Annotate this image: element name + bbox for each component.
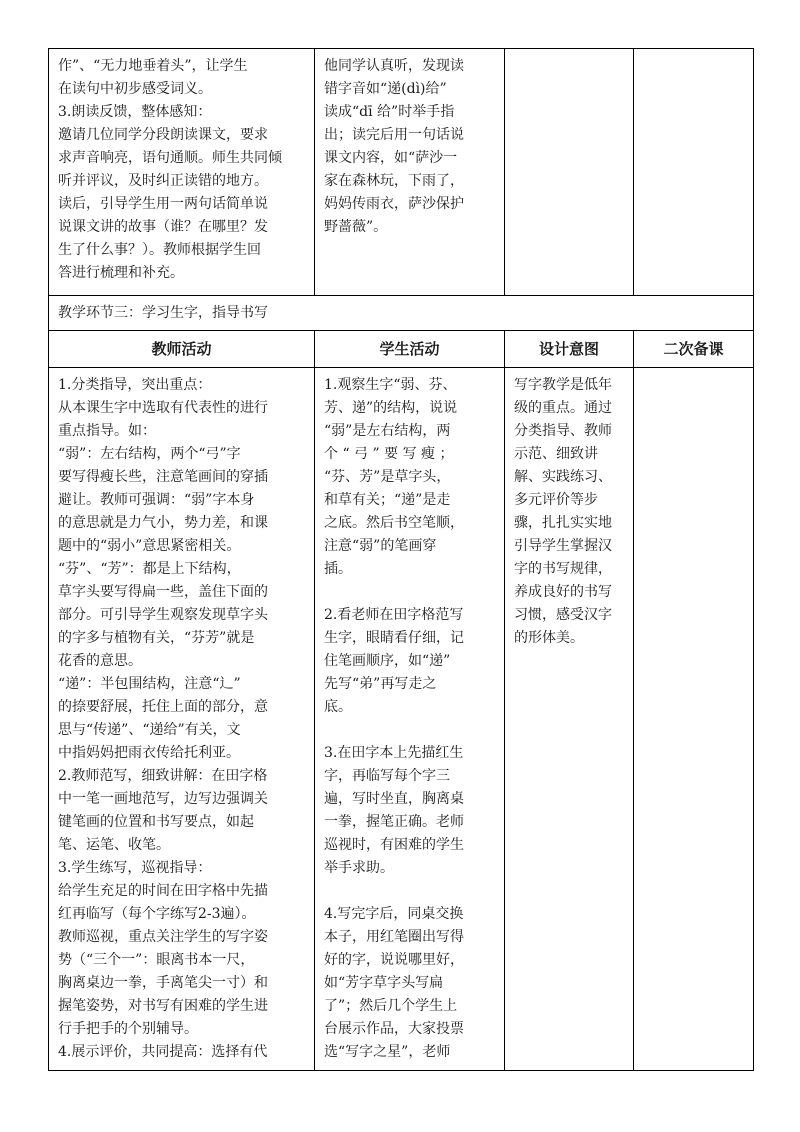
teacher-activity-line: “弱”：左右结构，两个“弓”字 (58, 446, 241, 462)
student-activity-line: 4.写完字后，同桌交换 (324, 906, 464, 922)
student-activity-line: 读成“dī 给”时举手指 (324, 104, 455, 120)
teacher-activity-line: 求声音响亮，语句通顺。师生共同倾 (58, 150, 282, 166)
design-intent-line: 示范、细致讲 (514, 446, 598, 462)
teacher-activity-line: 1.分类指导，突出重点： (58, 377, 212, 393)
teacher-activity-line: 邀请几位同学分段朗读课文，要求 (58, 127, 268, 143)
student-activity-line: 本子，用红笔圈出写得 (324, 929, 464, 945)
design-intent-line: 引导学生掌握汉 (514, 538, 612, 554)
teacher-activity-line: 部分。可引导学生观察发现草字头 (58, 607, 268, 623)
student-activity-line: “弱”是左右结构，两 (324, 423, 451, 439)
design-intent-line: 养成良好的书写 (514, 584, 612, 600)
teacher-activity-line: 势（“三个一”：眼离书本一尺， (58, 952, 255, 968)
design-intent-line: 的形体美。 (514, 630, 584, 646)
student-activity-line: 之底。然后书空笔顺， (324, 515, 464, 531)
student-activity-line: 出；读完后用一句话说 (324, 127, 464, 143)
teacher-activity-line: 给学生充足的时间在田字格中先描 (58, 883, 268, 899)
student-activity-line: 野蔷薇”。 (324, 219, 388, 235)
student-activity-line: 先写“弟”再写走之 (324, 676, 437, 692)
student-activity-line: 好的字，说说哪里好， (324, 952, 464, 968)
student-activity-line: 遍，写时坐直，胸离桌 (324, 791, 464, 807)
header-row (49, 331, 754, 368)
design-intent-line: 解、实践练习、 (514, 469, 612, 485)
paragraph-gap (324, 719, 495, 742)
teacher-activity-line: 3.学生练写，巡视指导： (58, 860, 212, 876)
second-prep-cell (634, 368, 754, 1071)
student-activity-line: “芬、芳”是草字头， (324, 469, 451, 485)
teacher-activity-line: 笔、运笔、收笔。 (58, 837, 170, 853)
student-activity-line: 了”；然后几个学生上 (324, 998, 458, 1014)
student-activity-cell-top (315, 49, 505, 296)
header-teacher-activity: 教师活动 (49, 331, 315, 368)
teacher-activity-line: 题中的“弱小”意思紧密相关。 (58, 538, 241, 554)
paragraph-gap (324, 880, 495, 903)
design-intent-line: 骤，扎扎实实地 (514, 515, 612, 531)
teacher-activity-cell (49, 368, 315, 1071)
teacher-activity-line: 听并评议，及时纠正读错的地方。 (58, 173, 268, 189)
student-activity-line: 个 “ 弓 ” 要 写 瘦 ； (324, 446, 454, 462)
teacher-activity-line: 在读句中初步感受词义。 (58, 81, 212, 97)
teacher-activity-line: 行手把手的个别辅导。 (58, 1021, 198, 1037)
student-activity-cell (315, 368, 505, 1071)
teacher-activity-line: 4.展示评价，共同提高：选择有代 (58, 1044, 268, 1060)
paragraph-gap (324, 581, 495, 604)
student-activity-line: 生字，眼睛看仔细，记 (324, 630, 464, 646)
student-activity-line: 如“芳字草字头写扁 (324, 975, 444, 991)
design-intent-line: 字的书写规律， (514, 561, 612, 577)
student-activity-line: 台展示作品，大家投票 (324, 1021, 464, 1037)
student-activity-line: 课文内容，如“萨沙一 (324, 150, 458, 166)
student-activity-line: 住笔画顺序，如“递” (324, 653, 451, 669)
header-second-prep: 二次备课 (634, 331, 754, 368)
student-activity-line: 2.看老师在田字格范写 (324, 607, 464, 623)
teacher-activity-line: 2.教师范写，细致讲解：在田字格 (58, 768, 268, 784)
teacher-activity-line: 读后，引导学生用一两句话简单说 (58, 196, 268, 212)
design-intent-line: 分类指导、教师 (514, 423, 612, 439)
teacher-activity-line: 教师巡视，重点关注学生的写字姿 (58, 929, 268, 945)
teacher-activity-line: 要写得瘦长些，注意笔画间的穿插 (58, 469, 268, 485)
teacher-activity-cell-top (49, 49, 315, 296)
student-activity-line: 妈妈传雨衣，萨沙保护 (324, 196, 464, 212)
design-intent-line: 级的重点。通过 (514, 400, 612, 416)
section-title-row (49, 296, 754, 331)
design-intent-line: 习惯，感受汉字 (514, 607, 612, 623)
header-student-activity: 学生活动 (315, 331, 505, 368)
teacher-activity-line: 作”、“无力地垂着头”，让学生 (58, 58, 248, 74)
student-activity-line: 注意“弱”的笔画穿 (324, 538, 437, 554)
second-prep-cell-top (634, 49, 754, 296)
student-activity-line: 他同学认真听，发现读 (324, 58, 464, 74)
design-intent-cell (505, 368, 634, 1071)
student-activity-line: 一拳，握笔正确。老师 (324, 814, 464, 830)
teacher-activity-line: 草字头要写得扁一些，盖住下面的 (58, 584, 268, 600)
teacher-activity-line: 说课文讲的故事（谁？在哪里？发 (58, 219, 268, 235)
teacher-activity-line: 中一笔一画地范写，边写边强调关 (58, 791, 268, 807)
student-activity-line: 1.观察生字“弱、芬、 (324, 377, 457, 393)
design-intent-cell-top (505, 49, 634, 296)
teacher-activity-line: 的字多与植物有关，“芬芳”就是 (58, 630, 255, 646)
teacher-activity-line: 答进行梳理和补充。 (58, 265, 184, 281)
teacher-activity-line: “递”：半包围结构，注意“辶” (58, 676, 241, 692)
student-activity-line: 插。 (324, 561, 352, 577)
teacher-activity-line: 红再临写（每个字练写2-3遍）。 (58, 906, 256, 922)
teacher-activity-line: 胸离桌边一拳，手离笔尖一寸）和 (58, 975, 268, 991)
teacher-activity-line: 避让。教师可强调：“弱”字本身 (58, 492, 255, 508)
teacher-activity-line: 中指妈妈把雨衣传给托利亚。 (58, 745, 240, 761)
student-activity-line: 3.在田字本上先描红生 (324, 745, 464, 761)
main-row (49, 368, 754, 1071)
teacher-activity-line: 的意思就是力气小，势力差，和课 (58, 515, 268, 531)
teacher-activity-line: 键笔画的位置和书写要点，如起 (58, 814, 254, 830)
student-activity-line: 选“写字之星”，老师 (324, 1044, 451, 1060)
student-activity-line: 举手求助。 (324, 860, 394, 876)
teacher-activity-line: 重点指导。如： (58, 423, 156, 439)
teacher-activity-line: 3.朗读反馈，整体感知： (58, 104, 212, 120)
student-activity-line: 巡视时，有困难的学生 (324, 837, 464, 853)
student-activity-line: 错字音如“递(dì)给” (324, 81, 447, 97)
section-title: 教学环节三：学习生字，指导书写 (49, 296, 754, 331)
student-activity-line: 家在森林玩，下雨了， (324, 173, 464, 189)
student-activity-line: 字，再临写每个字三 (324, 768, 450, 784)
teacher-activity-line: 的捺要舒展，托住上面的部分，意 (58, 699, 268, 715)
continued-row (49, 49, 754, 296)
teacher-activity-line: 生了什么事？）。教师根据学生回 (58, 242, 261, 258)
design-intent-line: 多元评价等步 (514, 492, 598, 508)
teacher-activity-line: “芬”、“芳”：都是上下结构， (58, 561, 241, 577)
teacher-activity-line: 握笔姿势，对书写有困难的学生进 (58, 998, 268, 1014)
teacher-activity-line: 思与“传递”、“递给”有关，文 (58, 722, 241, 738)
lesson-plan-table (48, 48, 754, 1071)
header-design-intent: 设计意图 (505, 331, 634, 368)
teacher-activity-line: 从本课生字中选取有代表性的进行 (58, 400, 268, 416)
teacher-activity-line: 花香的意思。 (58, 653, 142, 669)
design-intent-line: 写字教学是低年 (514, 377, 612, 393)
student-activity-line: 芳、递”的结构，说说 (324, 400, 458, 416)
student-activity-line: 和草有关；“递”是走 (324, 492, 451, 508)
student-activity-line: 底。 (324, 699, 352, 715)
